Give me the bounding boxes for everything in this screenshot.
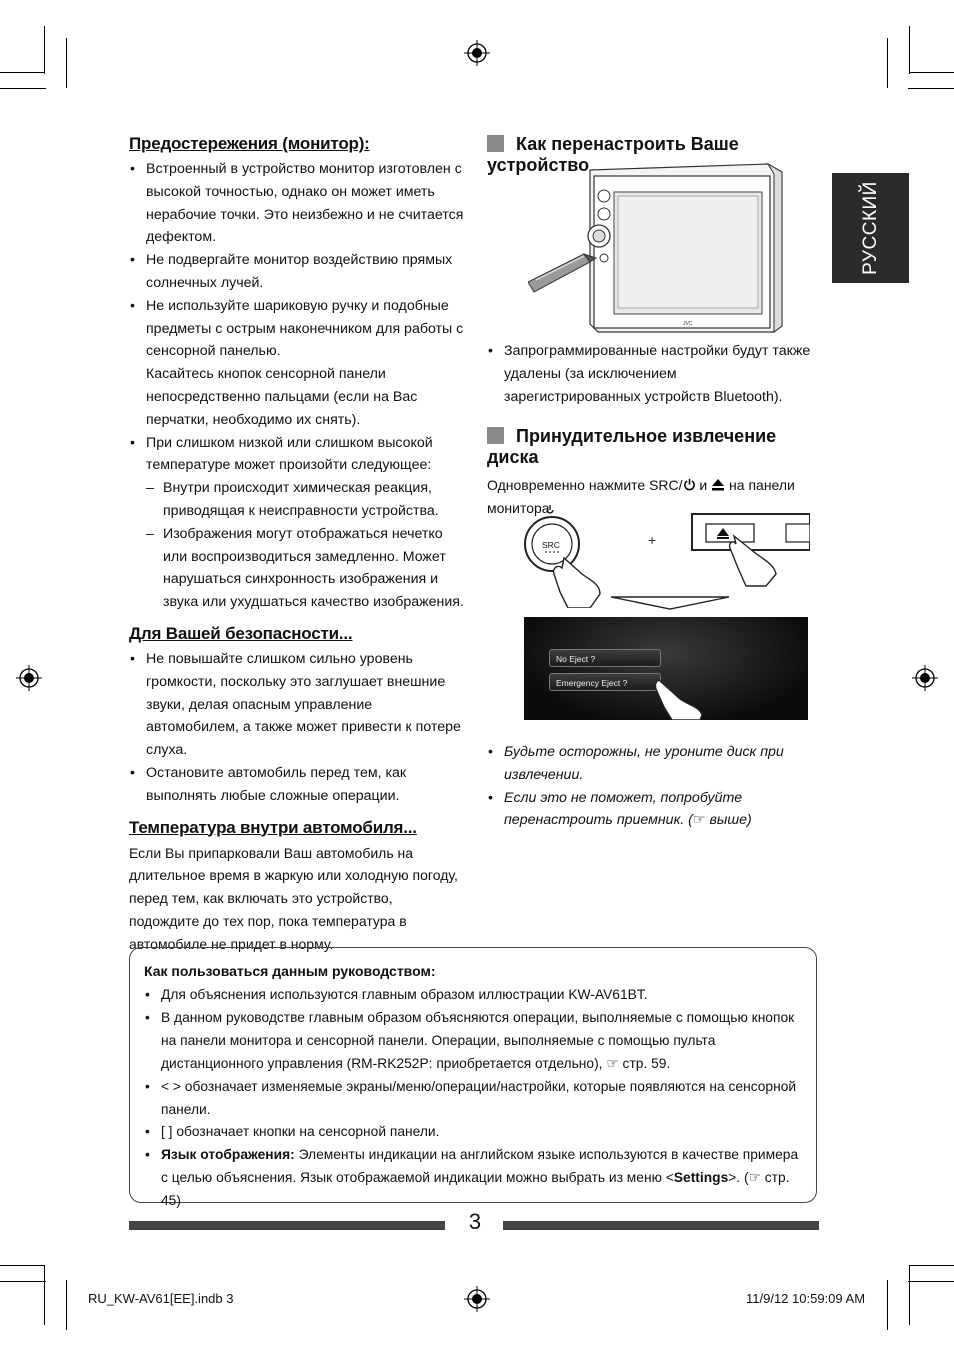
src-label: SRC — [542, 540, 560, 550]
safety-title: Для Вашей безопасности... — [129, 623, 353, 643]
registration-mark-icon — [912, 665, 938, 691]
footer-file: RU_KW-AV61[EE].indb 3 — [88, 1291, 234, 1306]
eject-confirm-screen — [524, 617, 808, 720]
power-icon — [683, 478, 696, 491]
list-item: • Язык отображения: Элементы индикации на английском языке используются в качестве примера с целью объяснения. Язык отображаемой индикации можно выбрать из меню <Settings>. (☞ стр. 45) — [144, 1144, 800, 1213]
registration-mark-icon — [464, 40, 490, 66]
device-brand: JVC — [683, 321, 693, 327]
list-item: • Не повышайте слишком сильно уровень громкости, поскольку это заглушает внешние звуки, делая опасным управление автомобилем, а также может привести к потере слуха. — [129, 648, 464, 762]
eject-notes — [487, 741, 787, 832]
no-eject-button[interactable]: No Eject ? — [549, 649, 661, 667]
list-item: • Не используйте шариковую ручку и подобные предметы с острым наконечником для работы с сенсорной панелью. Касайтесь кнопок сенсорной панели непосредственно пальцами (если на Вас перчатки, необходимо их снять). — [129, 295, 464, 432]
eject-title: Принудительное извлечение диска — [487, 426, 777, 468]
temperature-text: Если Вы припарковали Ваш автомобиль на длительное время в жаркую или холодную погоду, перед тем, как включать это устройство, подождите до тех пор, пока температура в автомобиле не придет в норму. — [129, 844, 458, 952]
dash-list — [146, 477, 464, 614]
manual-usage-box — [129, 947, 817, 1209]
emergency-eject-button[interactable]: Emergency Eject ? — [549, 673, 661, 691]
list-item: • < > обозначает изменяемые экраны/меню/операции/настройки, которые появляются на сенсорной панели. — [144, 1076, 800, 1122]
reset-title: Как перенастроить Ваше устройство — [487, 134, 739, 175]
manual-usage-list — [144, 984, 800, 1213]
registration-mark-icon — [464, 1286, 490, 1312]
list-item: • Остановите автомобиль перед тем, как выполнять любые сложные операции. — [129, 762, 464, 808]
eject-icon — [711, 478, 725, 491]
arrow-down-icon — [610, 596, 730, 610]
list-item: • Будьте осторожны, не уроните диск при извлечении. — [487, 741, 787, 787]
section-square-icon — [487, 427, 504, 444]
power-icon — [547, 510, 553, 513]
eject-buttons-illustration — [520, 502, 810, 608]
left-column — [129, 134, 464, 956]
page-rule-left — [129, 1221, 445, 1230]
monitor-precautions-title: Предостережения (монитор): — [129, 134, 370, 153]
page-number: 3 — [468, 1209, 482, 1234]
footer-datetime: 11/9/12 10:59:09 AM — [746, 1291, 866, 1306]
dash-item: – Внутри происходит химическая реакция, приводящая к неисправности устройства. — [146, 477, 464, 523]
temperature-title: Температура внутри автомобиля... — [129, 817, 417, 837]
hand-pointer-icon — [654, 677, 714, 720]
manual-usage-title: Как пользоваться данным руководством: — [144, 963, 436, 979]
list-item: • Запрограммированные настройки будут также удалены (за исключением зарегистрированных устройств Bluetooth). — [487, 340, 812, 408]
list-item: • При слишком низкой или слишком высокой температуре может произойти следующее: – Внутри происходит химическая реакция, приводящая к неисправности устройства. – Изображения могут отображаться нечетко или воспроизводиться замедленно. Может нарушаться синхронность изображения и звука или ухудшаться качество изображения. — [129, 432, 464, 614]
monitor-precautions-list — [129, 158, 464, 614]
right-column-lower — [487, 340, 812, 520]
device-reset-illustration — [528, 162, 790, 334]
list-item: • В данном руководстве главным образом объясняются операции, выполняемые с помощью кнопок на панели монитора и сенсорной панели. Операции, выполняемые с помощью пульта дистанционного управления (RM-RK252P: приобретается отдельно), ☞ стр. 59. — [144, 1007, 800, 1076]
safety-list — [129, 648, 464, 808]
plus-sign: + — [648, 532, 657, 548]
list-item: • Не подвергайте монитор воздействию прямых солнечных лучей. — [129, 249, 464, 295]
list-item: • Для объяснения используются главным образом иллюстрации KW-AV61BT. — [144, 984, 800, 1007]
eject-intro: Одновременно нажмите SRC/ и на панели монитора. — [487, 477, 795, 517]
eject-notes-list — [487, 741, 787, 832]
registration-mark-icon — [16, 665, 42, 691]
reset-notes — [487, 340, 812, 408]
list-item: • [ ] обозначает кнопки на сенсорной панели. — [144, 1121, 800, 1144]
section-square-icon — [487, 135, 504, 152]
page-rule-right — [503, 1221, 819, 1230]
touch-note: Касайтесь кнопок сенсорной панели непосредственно пальцами (если на Вас перчатки, необходимо их снять). — [146, 366, 418, 428]
language-tab: РУССКИЙ — [832, 173, 909, 283]
list-item: • Если это не поможет, попробуйте перенастроить приемник. (☞ выше) — [487, 787, 787, 833]
list-item: • Встроенный в устройство монитор изготовлен с высокой точностью, однако он может иметь нерабочие точки. Это неизбежно и не считается дефектом. — [129, 158, 464, 249]
dash-item: – Изображения могут отображаться нечетко или воспроизводиться замедленно. Может нарушаться синхронность изображения и звука или ухудшаться качество изображения. — [146, 523, 464, 614]
